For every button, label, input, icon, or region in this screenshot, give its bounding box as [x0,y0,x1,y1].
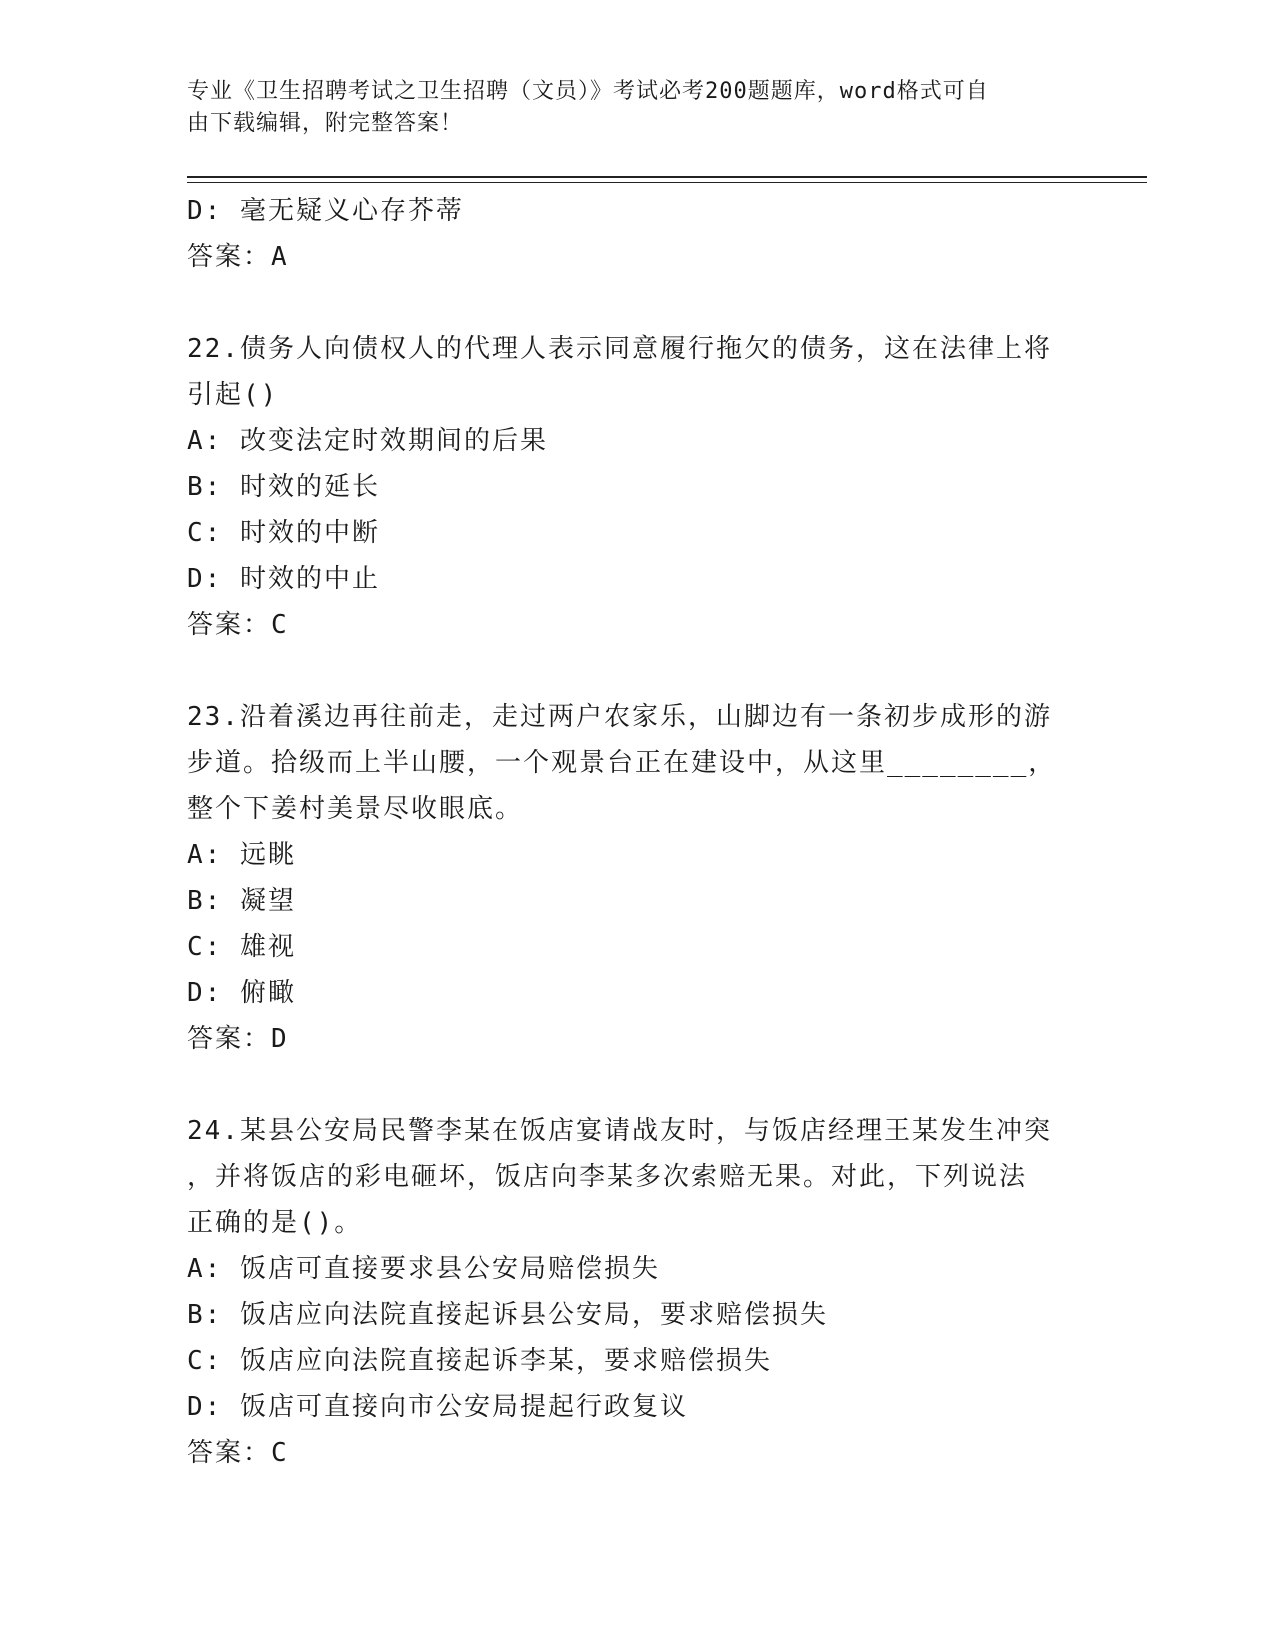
question-22 [187,326,1077,648]
spacer [187,648,1077,694]
question-23-option-d: D: 俯瞰 [187,978,296,1008]
question-24-answer: 答案：C [187,1438,289,1468]
document-header [187,76,1067,140]
question-24-option-c: C: 饭店应向法院直接起诉李某，要求赔偿损失 [187,1346,772,1376]
question-24-option-d: D: 饭店可直接向市公安局提起行政复议 [187,1392,688,1422]
question-24-stem-line-2: ，并将饭店的彩电砸坏，饭店向李某多次索赔无果。对此，下列说法 [187,1162,1028,1192]
question-23-stem-line-3: 整个下姜村美景尽收眼底。 [187,794,524,824]
prev-answer: 答案：A [187,242,289,272]
question-24-option-a: A: 饭店可直接要求县公安局赔偿损失 [187,1254,660,1284]
question-22-option-c: C: 时效的中断 [187,518,380,548]
question-23-option-c: C: 雄视 [187,932,296,962]
spacer [187,280,1077,326]
header-line-2: 由下载编辑，附完整答案！ [187,111,464,136]
question-24 [187,1108,1077,1476]
header-rule-thin [187,182,1147,183]
question-22-option-d: D: 时效的中止 [187,564,380,594]
spacer [187,1062,1077,1108]
question-content [187,188,1077,1476]
header-line-1: 专业《卫生招聘考试之卫生招聘（文员）》考试必考200题题库，word格式可自 [187,79,989,104]
question-23-option-a: A: 远眺 [187,840,296,870]
question-23-option-b: B: 凝望 [187,886,296,916]
question-22-stem-line-2: 引起() [187,380,279,410]
question-22-option-b: B: 时效的延长 [187,472,380,502]
question-22-stem-line-1: 22.债务人向债权人的代理人表示同意履行拖欠的债务，这在法律上将 [187,334,1052,364]
header-rule-thick [187,176,1147,178]
question-23-stem-line-1: 23.沿着溪边再往前走，走过两户农家乐，山脚边有一条初步成形的游 [187,702,1052,732]
question-24-stem-line-3: 正确的是()。 [187,1208,363,1238]
question-22-answer: 答案：C [187,610,289,640]
question-24-stem-line-1: 24.某县公安局民警李某在饭店宴请战友时，与饭店经理王某发生冲突 [187,1116,1052,1146]
question-23 [187,694,1077,1062]
question-23-stem-line-2: 步道。拾级而上半山腰，一个观景台正在建设中，从这里________， [187,748,1057,778]
question-22-option-a: A: 改变法定时效期间的后果 [187,426,548,456]
question-23-answer: 答案：D [187,1024,289,1054]
question-24-option-b: B: 饭店应向法院直接起诉县公安局，要求赔偿损失 [187,1300,828,1330]
prev-option-d: D: 毫无疑义心存芥蒂 [187,196,464,226]
